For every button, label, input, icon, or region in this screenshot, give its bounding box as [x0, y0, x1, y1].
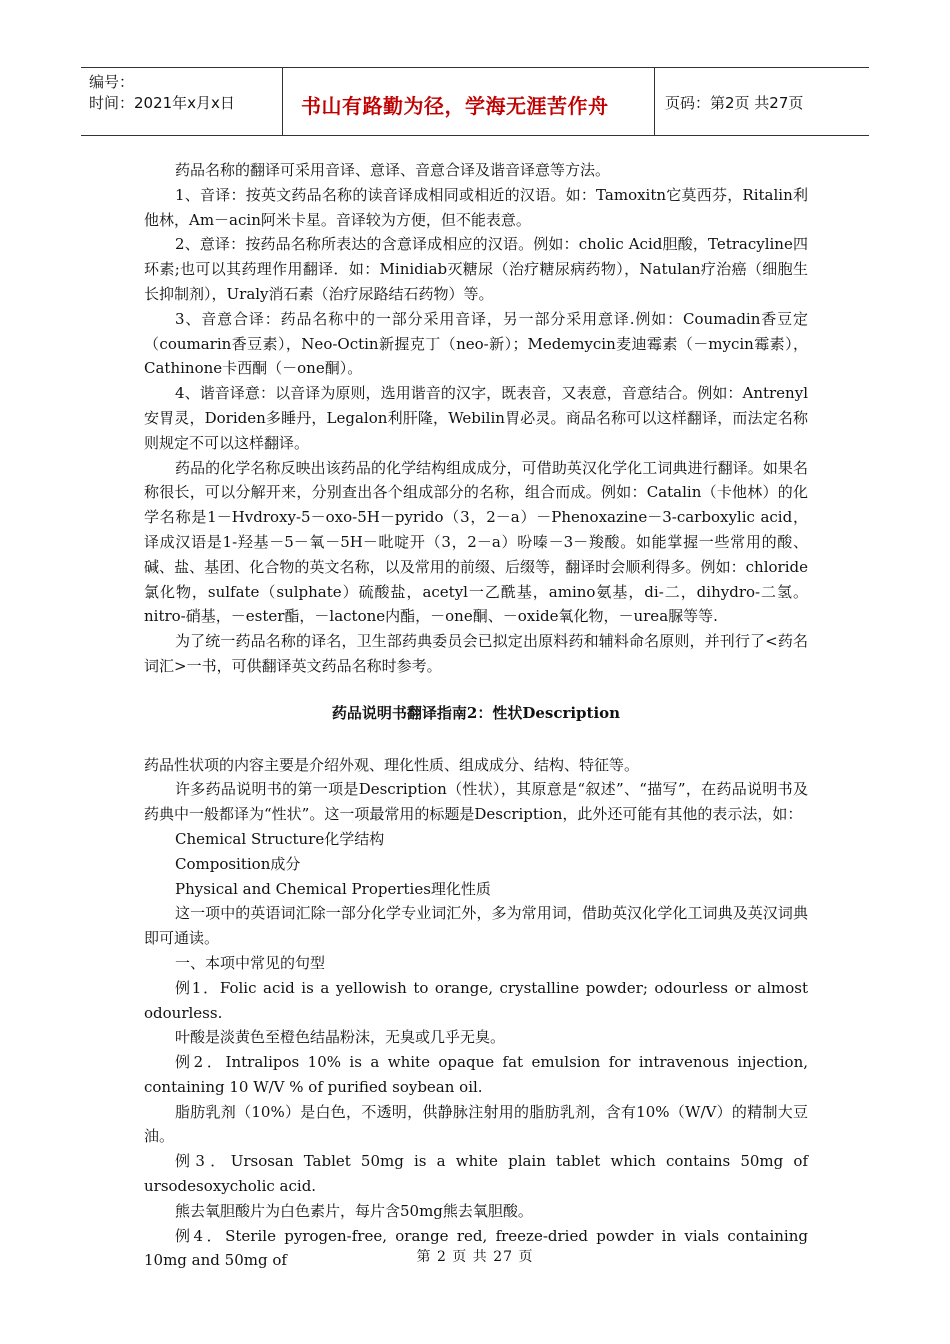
subsection-title: 一、本项中常见的句型: [175, 953, 326, 972]
example-english: 例3．Ursosan Tablet 50mg is a white plain tablet which contains 50mg of ursodesoxycholic acid.: [144, 1152, 808, 1196]
paragraph: 4、谐音译意：以音译为原则，选用谐音的汉字，既表音，又表意，音意结合。例如：Antrenyl安胃灵，Doriden多睡丹，Legalon利肝隆，Webilin胃必灵。商品名称可以这样翻译，而法定名称则规定不可以这样翻译。: [144, 384, 808, 452]
paragraph: 药品的化学名称反映出该药品的化学结构组成成分，可借助英汉化学化工词典进行翻译。如果名称很长，可以分解开来，分别查出各个组成部分的名称，组合而成。例如：Catalin（卡他林）的化学名称是1－Hvdroxy-5－oxo-5H－pyrido（3，2－a）－Phenoxazine－3-carboxylic acid，译成汉语是1-羟基－5－氧－5H－吡啶开（3，2－a）吩嗪－3－羧酸。如能掌握一些常用的酸、碱、盐、基团、化合物的英文名称，以及常用的前缀、后缀等，翻译时会顺利得多。例如：chloride氯化物，sulfate（sulphate）硫酸盐，acetyl一乙酰基，amino氨基，di-二，dihydro-二氢。nitro-硝基，－ester酯，－lactone内酯，－one酮、－oxide氧化物，－urea脲等等.: [144, 458, 808, 626]
paragraph: 许多药品说明书的第一项是Description（性状），其原意是“叙述”、“描写”，在药品说明书及药典中一般都译为“性状”。这一项最常用的标题是Description，此外还可能有其他的表示法，如：: [144, 780, 808, 824]
header-page-info: 页码：第2页 共27页: [665, 94, 804, 112]
paragraph: 这一项中的英语词汇除一部分化学专业词汇外，多为常用词，借助英汉化学化工词典及英汉词典即可通读。: [144, 904, 808, 948]
example-chinese: 叶酸是淡黄色至橙色结晶粉沫，无臭或几乎无臭。: [175, 1028, 506, 1047]
list-item: Chemical Structure化学结构: [175, 829, 385, 848]
doc-code-label: 编号：: [89, 73, 135, 91]
list-item: Composition成分: [175, 854, 301, 873]
paragraph: 为了统一药品名称的译名，卫生部药典委员会已拟定出原料药和辅料命名原则，并刊行了<药名词汇>一书，可供翻译英文药品名称时参考。: [144, 632, 808, 675]
paragraph: 药品名称的翻译可采用音译、意译、音意合译及谐音译意等方法。: [175, 161, 611, 179]
list-item: Physical and Chemical Properties理化性质: [175, 879, 491, 898]
page-header: [81, 67, 869, 136]
paragraph: 2、意译：按药品名称所表达的含意译成相应的汉语。例如：cholic Acid胆酸，Tetracyline四环素;也可以其药理作用翻译．如：Minidiab灭糖尿（治疗糖尿病药物），Natulan疗治癌（细胞生长抑制剂），Uraly消石素（治疗尿路结石药物）等。: [144, 235, 808, 303]
example-english: 例2．Intralipos 10% is a white opaque fat emulsion for intravenous injection, containing 10 W/V % of purified soybean oil.: [144, 1053, 808, 1096]
example-english: 例1．Folic acid is a yellowish to orange, crystalline powder; odourless or almost odourless.: [144, 978, 808, 1022]
document-body: [144, 158, 808, 1273]
page-footer: 第 2 页 共 27 页: [416, 1249, 534, 1265]
paragraph: 药品性状项的内容主要是介绍外观、理化性质、组成成分、结构、特征等。: [144, 755, 640, 774]
example-chinese: 脂肪乳剂（10%）是白色，不透明，供静脉注射用的脂肪乳剂，含有10%（W/V）的精制大豆油。: [144, 1102, 808, 1146]
header-motto: 书山有路勤为径，学海无涯苦作舟: [283, 68, 655, 135]
example-english: 例4．Sterile pyrogen-free, orange red, freeze-dried powder in vials containing 10mg and 50mg of: [144, 1226, 808, 1270]
section-heading: 药品说明书翻译指南2：性状Description: [331, 703, 621, 722]
paragraph: 3、音意合译：药品名称中的一部分采用音译，另一部分采用意译.例如：Coumadin香豆定（coumarin香豆素），Neo-Octin新握克丁（neo-新）；Medemycin麦迪霉素（－mycin霉素），Cathinone卡西酮（－one酮）。: [144, 309, 808, 378]
paragraph: 1、音译：按英文药品名称的读音译成相同或相近的汉语。如：Tamoxitn它莫西芬，Ritalin利他林，Am－acin阿米卡星。音译较为方便，但不能表意。: [144, 185, 808, 229]
header-meta: [81, 68, 283, 135]
example-chinese: 熊去氧胆酸片为白色素片，每片含50mg熊去氧胆酸。: [175, 1201, 533, 1220]
doc-time-label: 时间：2021年x月x日: [89, 94, 235, 112]
